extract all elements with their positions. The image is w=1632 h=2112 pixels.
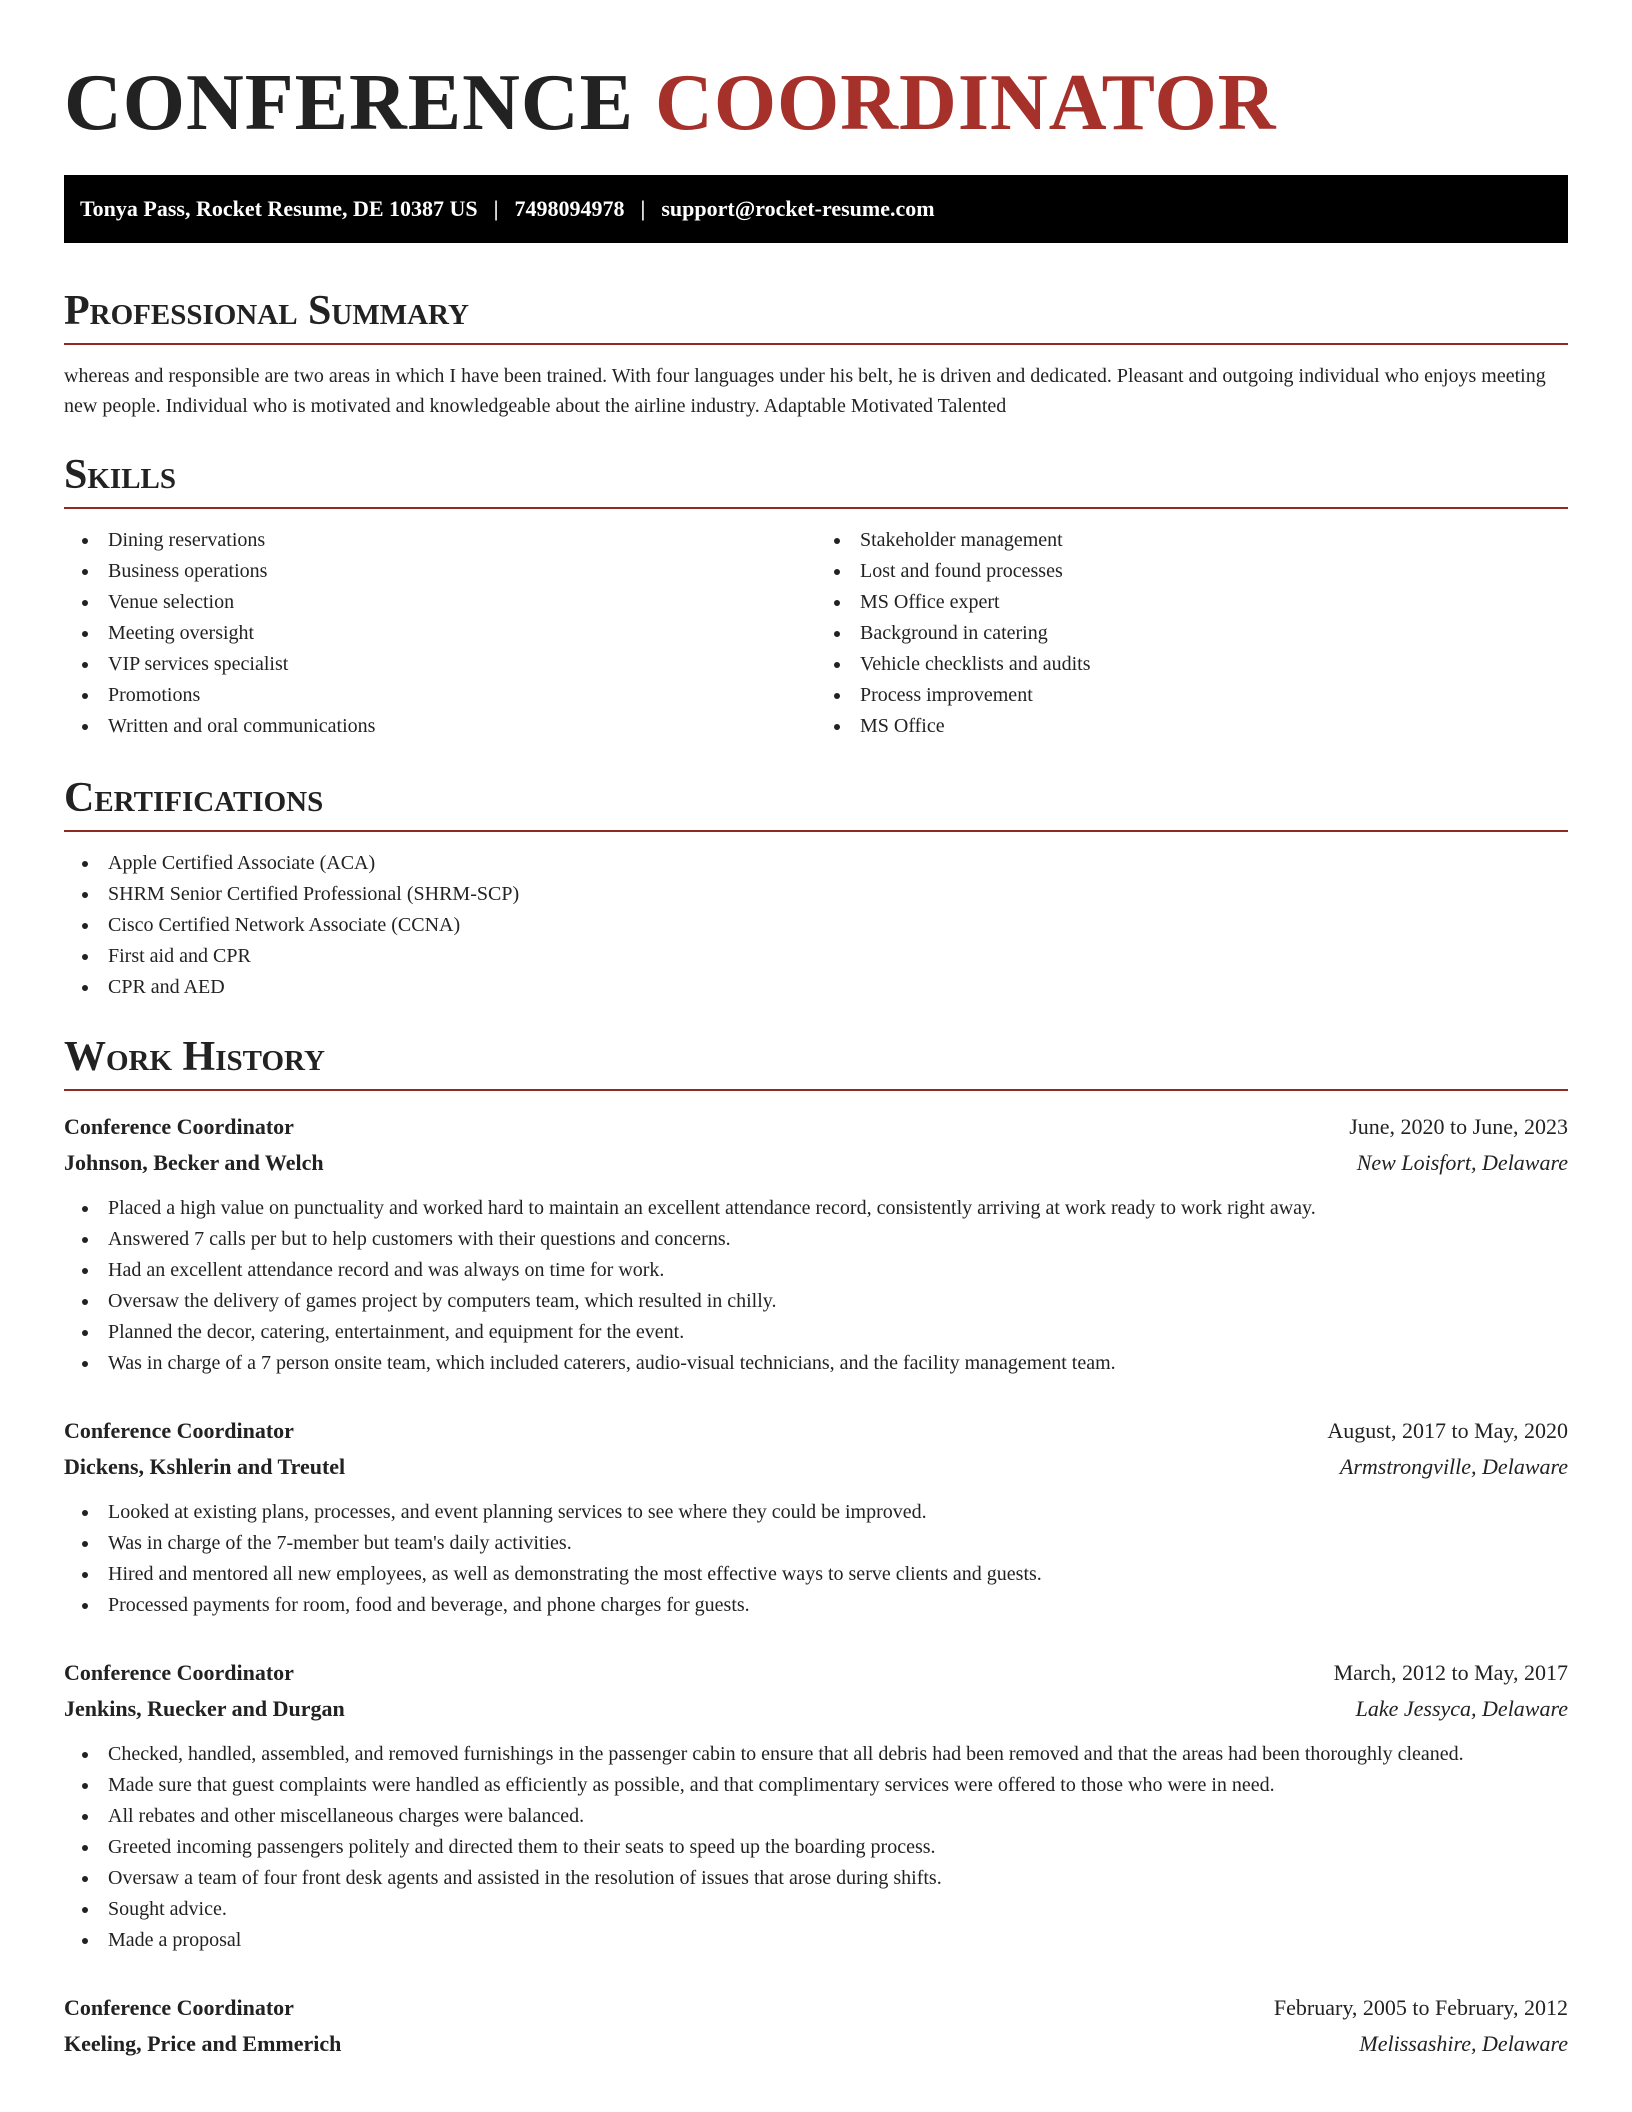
job-bullet: Processed payments for room, food and beverage, and phone charges for guests. [64, 1590, 1568, 1621]
skill-item: Vehicle checklists and audits [816, 649, 1568, 680]
contact-phone: 7498094978 [514, 196, 625, 221]
job-bullet: Was in charge of a 7 person onsite team, which included caterers, audio-visual technicians, and the facility management team. [64, 1348, 1568, 1379]
certifications-heading: Certifications [64, 774, 1568, 832]
job-bullet: Oversaw a team of four front desk agents and assisted in the resolution of issues that arose during shifts. [64, 1863, 1568, 1894]
job-bullet: Oversaw the delivery of games project by computers team, which resulted in chilly. [64, 1286, 1568, 1317]
skill-item: MS Office [816, 711, 1568, 742]
job-role: Conference Coordinator [64, 1114, 294, 1139]
job-dates: August, 2017 to May, 2020 [1327, 1418, 1568, 1443]
skill-item: VIP services specialist [64, 649, 816, 680]
skill-item: Lost and found processes [816, 556, 1568, 587]
skills-list-right [816, 525, 1568, 742]
contact-separator: | [493, 196, 499, 221]
job-bullet: Made a proposal [64, 1925, 1568, 1956]
skill-item: Venue selection [64, 587, 816, 618]
job-bullet: Answered 7 calls per but to help customers with their questions and concerns. [64, 1224, 1568, 1255]
job-entry [64, 1413, 1568, 1621]
job-dates: February, 2005 to February, 2012 [1273, 1995, 1568, 2020]
skill-item: Dining reservations [64, 525, 816, 556]
job-bullets [64, 1739, 1568, 1956]
skills-heading: Skills [64, 451, 1568, 509]
job-bullets [64, 1193, 1568, 1379]
certification-item: CPR and AED [64, 972, 1568, 1003]
job-bullet: Checked, handled, assembled, and removed furnishings in the passenger cabin to ensure that all debris had been removed and that the areas had been thoroughly cleaned. [64, 1739, 1568, 1770]
job-location: Lake Jessyca, Delaware [1355, 1696, 1568, 1721]
job-bullet: Greeted incoming passengers politely and directed them to their seats to speed up the boarding process. [64, 1832, 1568, 1863]
job-bullet: Placed a high value on punctuality and worked hard to maintain an excellent attendance record, consistently arriving at work ready to work right away. [64, 1193, 1568, 1224]
contact-separator: | [640, 196, 646, 221]
job-bullet: Was in charge of the 7-member but team's daily activities. [64, 1528, 1568, 1559]
job-bullet: Sought advice. [64, 1894, 1568, 1925]
skill-item: Meeting oversight [64, 618, 816, 649]
job-company: Dickens, Kshlerin and Treutel [64, 1454, 346, 1479]
job-role: Conference Coordinator [64, 1418, 294, 1443]
skills-grid [64, 525, 1568, 742]
job-company: Keeling, Price and Emmerich [64, 2031, 342, 2056]
certifications-list [64, 848, 1568, 1003]
job-company: Jenkins, Ruecker and Durgan [64, 1696, 345, 1721]
certification-item: First aid and CPR [64, 941, 1568, 972]
job-location: New Loisfort, Delaware [1356, 1150, 1568, 1175]
skill-item: Promotions [64, 680, 816, 711]
contact-email: support@rocket-resume.com [661, 196, 935, 221]
job-bullet: All rebates and other miscellaneous charges were balanced. [64, 1801, 1568, 1832]
job-header [64, 1413, 1568, 1449]
job-location: Melissashire, Delaware [1359, 2031, 1568, 2056]
certification-item: Apple Certified Associate (ACA) [64, 848, 1568, 879]
job-bullet: Made sure that guest complaints were handled as efficiently as possible, and that complimentary services were offered to those who were in need. [64, 1770, 1568, 1801]
job-subheader [64, 2026, 1568, 2062]
job-subheader [64, 1145, 1568, 1181]
job-entry [64, 1655, 1568, 1956]
contact-bar [64, 175, 1568, 243]
job-role: Conference Coordinator [64, 1660, 294, 1685]
skill-item: Written and oral communications [64, 711, 816, 742]
job-dates: March, 2012 to May, 2017 [1333, 1660, 1568, 1685]
skill-item: MS Office expert [816, 587, 1568, 618]
summary-heading: Professional Summary [64, 287, 1568, 345]
job-bullets [64, 1497, 1568, 1621]
certification-item: SHRM Senior Certified Professional (SHRM-SCP) [64, 879, 1568, 910]
job-header [64, 1655, 1568, 1691]
summary-text: whereas and responsible are two areas in which I have been trained. With four languages under his belt, he is driven and dedicated. Pleasant and outgoing individual who enjoys meeting new people. Individual who is motivated and knowledgeable about the airline industry. Adaptable Motivated Talented [64, 365, 1546, 417]
job-location: Armstrongville, Delaware [1339, 1454, 1568, 1479]
skill-item: Stakeholder management [816, 525, 1568, 556]
job-role: Conference Coordinator [64, 1995, 294, 2020]
title-main: CONFERENCE [64, 59, 635, 147]
job-subheader [64, 1691, 1568, 1727]
title-accent: COORDINATOR [655, 59, 1277, 147]
job-company: Johnson, Becker and Welch [64, 1150, 324, 1175]
job-subheader [64, 1449, 1568, 1485]
job-dates: June, 2020 to June, 2023 [1349, 1114, 1568, 1139]
skills-list-left [64, 525, 816, 742]
job-bullet: Planned the decor, catering, entertainment, and equipment for the event. [64, 1317, 1568, 1348]
job-entry [64, 1990, 1568, 2062]
work-history-heading: Work History [64, 1033, 1568, 1091]
skill-item: Background in catering [816, 618, 1568, 649]
job-header [64, 1109, 1568, 1145]
job-entry [64, 1109, 1568, 1379]
job-header [64, 1990, 1568, 2026]
contact-address: Tonya Pass, Rocket Resume, DE 10387 US [80, 196, 478, 221]
job-bullet: Had an excellent attendance record and was always on time for work. [64, 1255, 1568, 1286]
job-bullet: Hired and mentored all new employees, as well as demonstrating the most effective ways to serve clients and guests. [64, 1559, 1568, 1590]
job-bullet: Looked at existing plans, processes, and event planning services to see where they could be improved. [64, 1497, 1568, 1528]
resume-title [64, 55, 1568, 151]
skill-item: Process improvement [816, 680, 1568, 711]
certification-item: Cisco Certified Network Associate (CCNA) [64, 910, 1568, 941]
skill-item: Business operations [64, 556, 816, 587]
